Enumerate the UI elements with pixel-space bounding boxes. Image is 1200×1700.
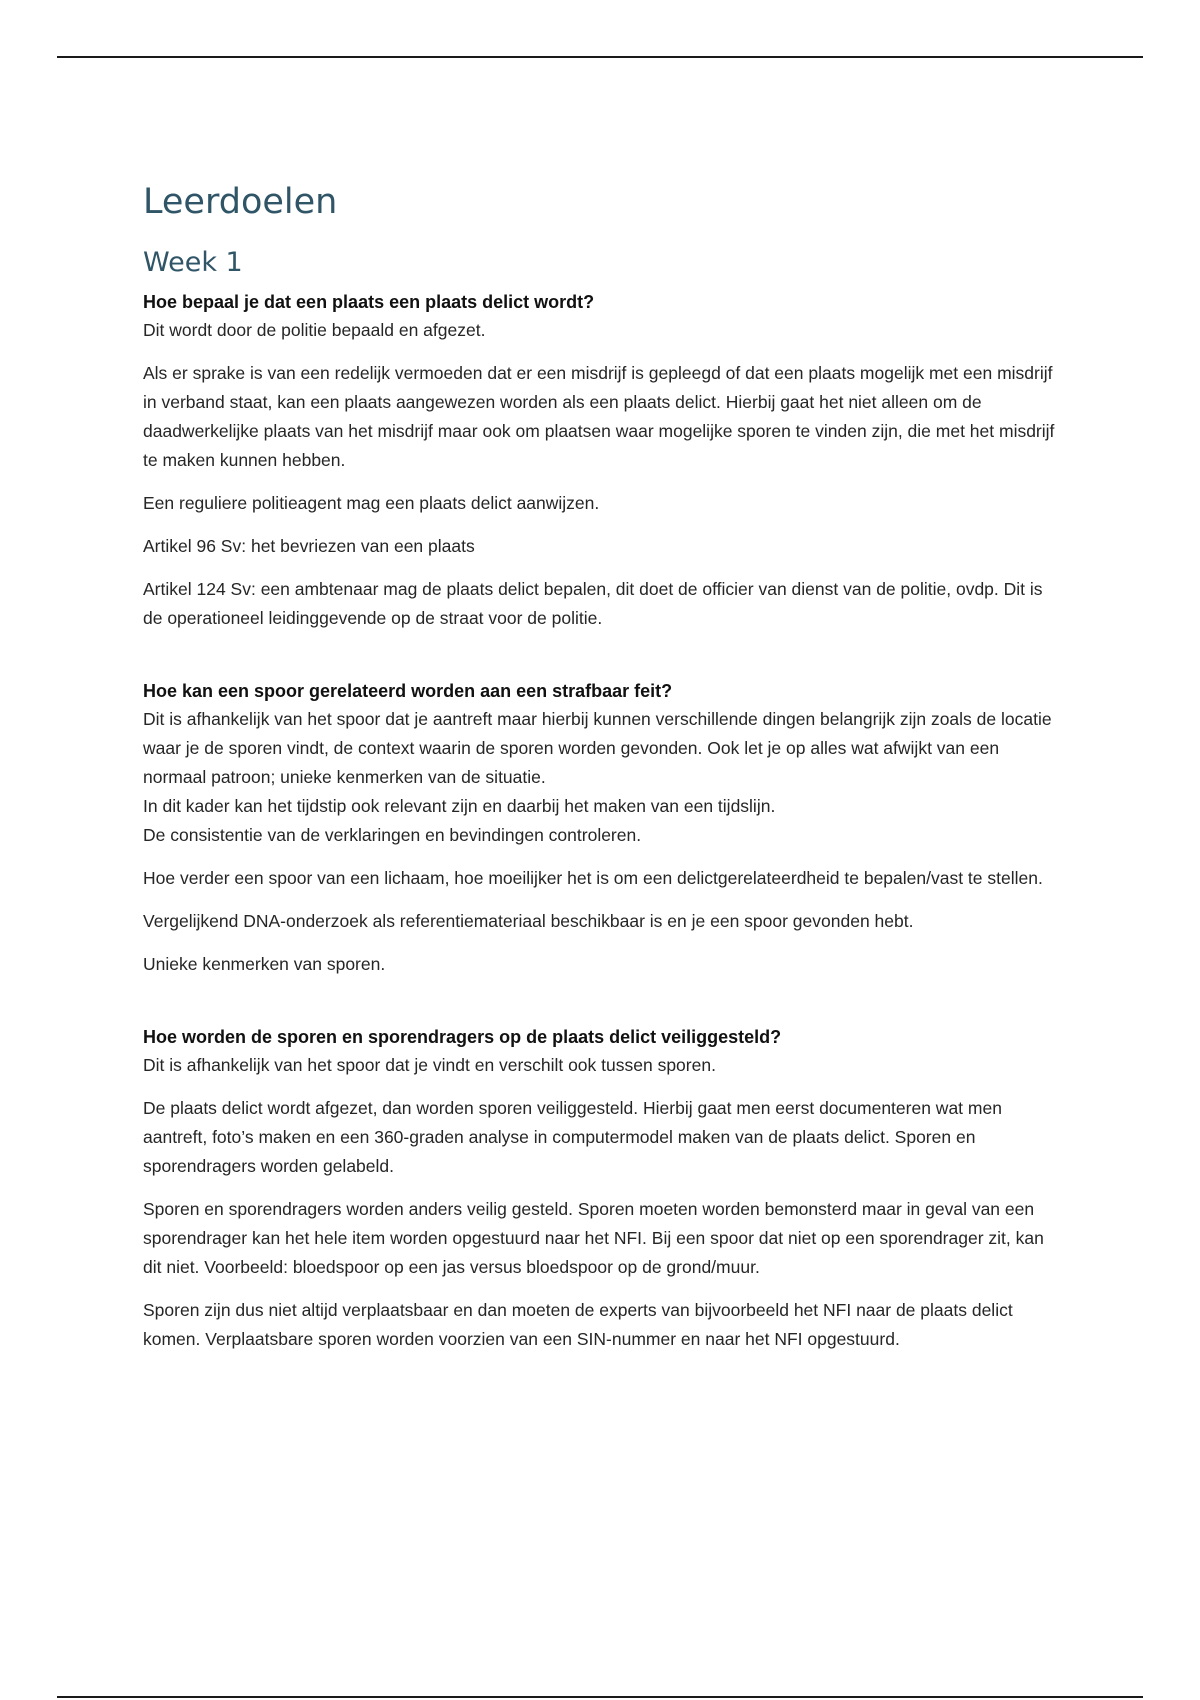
section-plaats-delict bbox=[143, 288, 1063, 633]
paragraph: Dit wordt door de politie bepaald en afgezet. bbox=[143, 320, 486, 340]
document-title: Leerdoelen bbox=[143, 182, 338, 222]
paragraph: Unieke kenmerken van sporen. bbox=[143, 954, 386, 974]
paragraph: Dit is afhankelijk van het spoor dat je aantreft maar hierbij kunnen verschillende dingen belangrijk zijn zoals de locatie waar je de sporen vindt, de context waarin de sporen worden gevonden. Ook let je op alles wat afwijkt van een normaal patroon; unieke kenmerken van de situatie. bbox=[143, 709, 1052, 787]
week-heading: Week 1 bbox=[143, 247, 243, 278]
paragraph: Sporen zijn dus niet altijd verplaatsbaar en dan moeten de experts van bijvoorbeeld het NFI naar de plaats delict komen. Verplaatsbare sporen worden voorzien van een SIN-nummer en naar het NFI opgestuurd. bbox=[143, 1300, 1013, 1349]
paragraph: Dit is afhankelijk van het spoor dat je vindt en verschilt ook tussen sporen. bbox=[143, 1055, 716, 1075]
question-heading: Hoe kan een spoor gerelateerd worden aan een strafbaar feit? bbox=[143, 681, 673, 701]
question-heading: Hoe worden de sporen en sporendragers op de plaats delict veiliggesteld? bbox=[143, 1027, 782, 1047]
paragraph: Artikel 124 Sv: een ambtenaar mag de plaats delict bepalen, dit doet de officier van dienst van de politie, ovdp. Dit is de operationeel leidinggevende op de straat voor de politie. bbox=[143, 579, 1043, 628]
page-content bbox=[143, 178, 1063, 1368]
bottom-rule bbox=[57, 1696, 1143, 1698]
section-sporen-veiliggesteld bbox=[143, 1023, 1063, 1354]
paragraph: Hoe verder een spoor van een lichaam, hoe moeilijker het is om een delictgerelateerdheid te bepalen/vast te stellen. bbox=[143, 868, 1043, 888]
paragraph: Als er sprake is van een redelijk vermoeden dat er een misdrijf is gepleegd of dat een plaats mogelijk met een misdrijf in verband staat, kan een plaats aangewezen worden als een plaats delict. Hierbij gaat het niet alleen om de daadwerkelijke plaats van het misdrijf maar ook om plaatsen waar mogelijke sporen te vinden zijn, die met het misdrijf te maken kunnen hebben. bbox=[143, 363, 1055, 470]
paragraph: Artikel 96 Sv: het bevriezen van een plaats bbox=[143, 536, 475, 556]
paragraph: De consistentie van de verklaringen en bevindingen controleren. bbox=[143, 825, 642, 845]
question-heading: Hoe bepaal je dat een plaats een plaats delict wordt? bbox=[143, 292, 595, 312]
paragraph: Vergelijkend DNA-onderzoek als referentiemateriaal beschikbaar is en je een spoor gevonden hebt. bbox=[143, 911, 914, 931]
paragraph: Sporen en sporendragers worden anders veilig gesteld. Sporen moeten worden bemonsterd maar in geval van een sporendrager kan het hele item worden opgestuurd naar het NFI. Bij een spoor dat niet op een sporendrager zit, kan dit niet. Voorbeeld: bloedspoor op een jas versus bloedspoor op de grond/muur. bbox=[143, 1199, 1044, 1277]
section-spoor-gerelateerd bbox=[143, 677, 1063, 979]
paragraph: Een reguliere politieagent mag een plaats delict aanwijzen. bbox=[143, 493, 600, 513]
paragraph: De plaats delict wordt afgezet, dan worden sporen veiliggesteld. Hierbij gaat men eerst documenteren wat men aantreft, foto’s maken en een 360-graden analyse in computermodel maken van de plaats delict. Sporen en sporendragers worden gelabeld. bbox=[143, 1098, 1002, 1176]
paragraph: In dit kader kan het tijdstip ook relevant zijn en daarbij het maken van een tijdslijn. bbox=[143, 796, 776, 816]
top-rule bbox=[57, 56, 1143, 58]
